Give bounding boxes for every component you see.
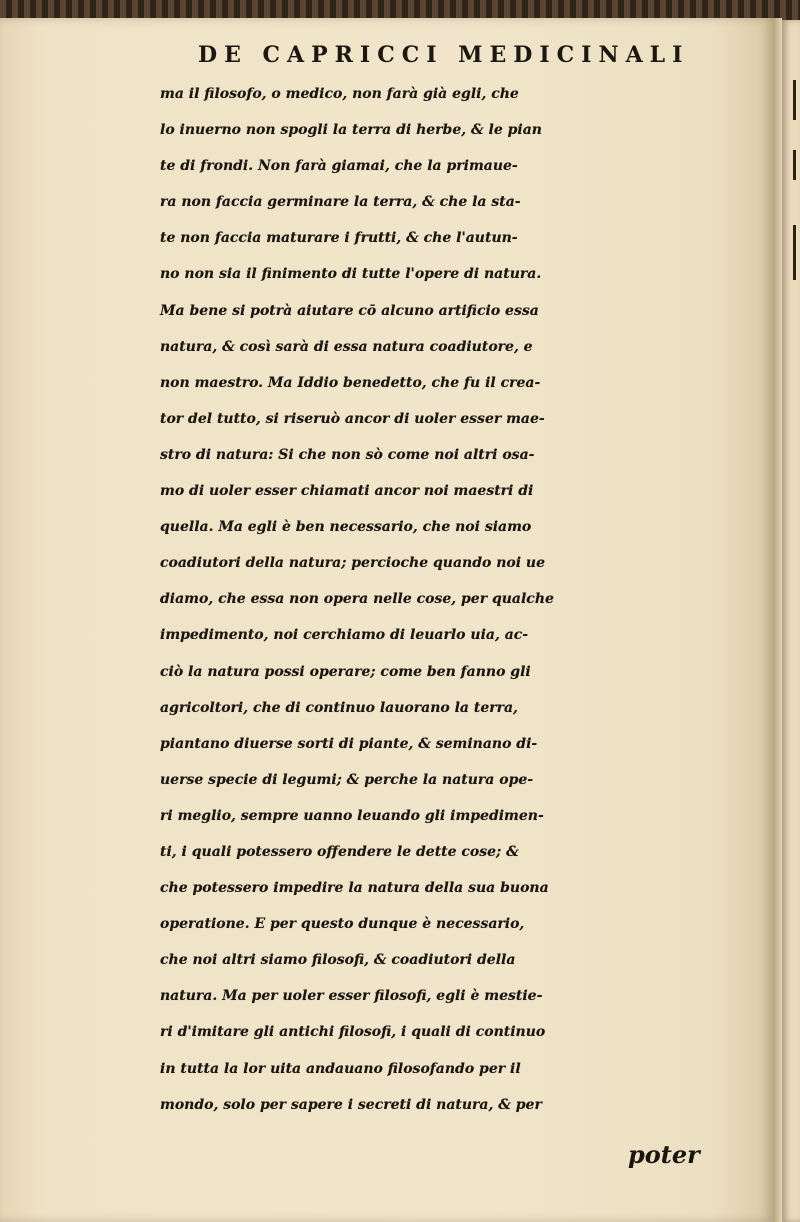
text-line: te non faccia maturare i frutti, & che l'autun- (160, 230, 518, 247)
text-line: ra non faccia germinare la terra, & che la sta- (160, 194, 521, 211)
text-line: Ma bene si potrà aiutare cō alcuno artificio essa (160, 302, 539, 319)
text-line: piantano diuerse sorti di piante, & seminano di- (160, 735, 538, 752)
text-line: uerse specie di legumi; & perche la natura ope- (160, 771, 534, 788)
text-line: mo di uoler esser chiamati ancor noi maestri di (160, 483, 534, 500)
text-line: quella. Ma egli è ben necessario, che noi siamo (160, 519, 532, 536)
text-line: lo inuerno non spogli la terra di herbe, & le pian (160, 122, 542, 139)
text-line: ciò la natura possi operare; come ben fanno gli (160, 663, 531, 680)
text-line: mondo, solo per sapere i secreti di natura, & per (160, 1096, 542, 1113)
text-line: non maestro. Ma Iddio benedetto, che fu il crea- (160, 374, 541, 391)
text-line: stro di natura: Si che non sò come noi altri osa- (160, 446, 535, 463)
page-gutter (774, 18, 782, 1222)
text-line: natura. Ma per uoler esser filosofi, egli è mestie- (160, 988, 543, 1005)
text-line: coadiutori della natura; percioche quando noi ue (160, 555, 546, 572)
text-line: diamo, che essa non opera nelle cose, per qualche (160, 591, 554, 608)
text-line: operatione. E per questo dunque è necessario, (160, 916, 525, 933)
text-line: che potessero impedire la natura della sua buona (160, 880, 549, 897)
bleed-mark (793, 150, 796, 180)
text-line: ma il filosofo, o medico, non farà già egli, che (160, 86, 519, 102)
text-line: no non sia il finimento di tutte l'opere di natura. (160, 266, 542, 283)
text-line: ri meglio, sempre uanno leuando gli impedimen- (160, 807, 544, 824)
text-line: agricoltori, che di continuo lauorano la terra, (160, 699, 518, 716)
adjacent-page-edge (782, 20, 800, 1222)
bleed-mark (793, 225, 796, 280)
book-binding-edge (0, 0, 800, 20)
bleed-mark (793, 80, 796, 120)
text-line: natura, & così sarà di essa natura coadiutore, e (160, 338, 533, 355)
text-line: che noi altri siamo filosofi, & coadiutori della (160, 952, 516, 969)
text-line: te di frondi. Non farà giamai, che la primaue- (160, 158, 518, 175)
catchword: poter (628, 1140, 700, 1169)
text-line: ti, i quali potessero offendere le dette cose; & (160, 843, 519, 860)
running-head: DE CAPRICCI MEDICINALI (198, 42, 690, 68)
text-line: in tutta la lor uita andauano filosofando per il (160, 1060, 521, 1077)
text-line: tor del tutto, si riseruò ancor di uoler esser mae- (160, 410, 545, 427)
text-line: ri d'imitare gli antichi filosofi, i quali di continuo (160, 1024, 546, 1041)
text-line: impedimento, noi cerchiamo di leuarlo uia, ac- (160, 627, 529, 644)
body-text (160, 76, 740, 1123)
